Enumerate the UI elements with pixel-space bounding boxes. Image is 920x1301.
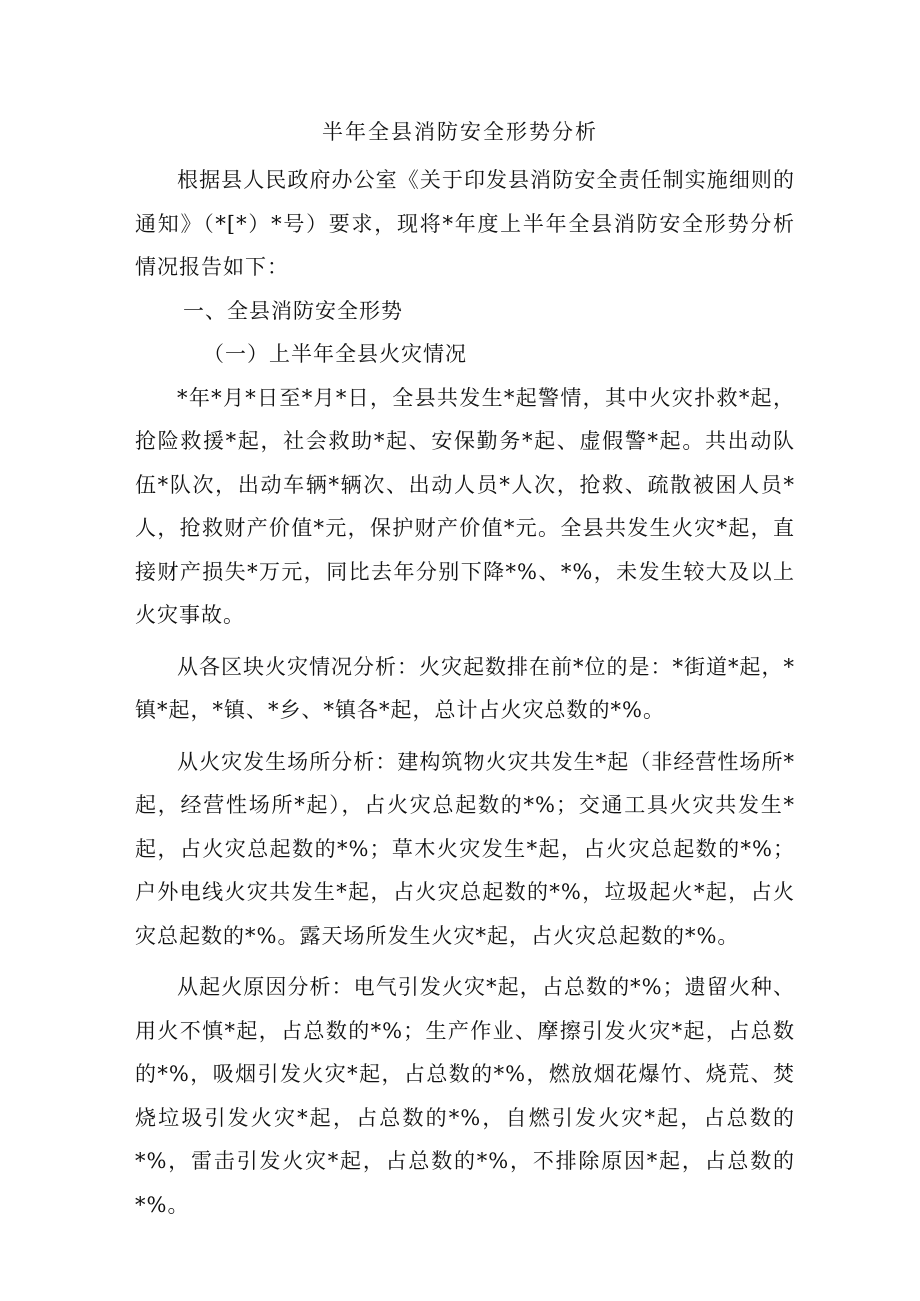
- subsection-heading: （一）上半年全县火灾情况: [203, 342, 467, 366]
- intro-paragraph: 根据县人民政府办公室《关于印发县消防安全责任制实施细则的通知》（*[*）*号）要求，现将*年度上半年全县消防安全形势分析情况报告如下：: [135, 168, 795, 279]
- cause-analysis-paragraph: 从起火原因分析：电气引发火灾*起，占总数的*%；遗留火种、用火不慎*起，占总数的*%；生产作业、摩擦引发火灾*起，占总数的*%，吸烟引发火灾*起，占总数的*%，燃放烟花爆竹、烧荒、焚烧垃圾引发火灾*起，占总数的*%，自燃引发火灾*起，占总数的*%，雷击引发火灾*起，占总数的*%，不排除原因*起，占总数的*%。: [135, 975, 795, 1217]
- place-analysis-paragraph: 从火灾发生场所分析：建构筑物火灾共发生*起（非经营性场所*起，经营性场所*起），占火灾总起数的*%；交通工具火灾共发生*起，占火灾总起数的*%；草木火灾发生*起，占火灾总起数的*%；户外电线火灾共发生*起，占火灾总起数的*%，垃圾起火*起，占火灾总起数的*%。露天场所发生火灾*起，占火灾总起数的*%。: [135, 749, 795, 948]
- section-heading: 一、全县消防安全形势: [183, 298, 403, 323]
- area-analysis-paragraph: 从各区块火灾情况分析：火灾起数排在前*位的是：*街道*起，*镇*起，*镇、*乡、*镇各*起，总计占火灾总数的*%。: [135, 654, 795, 722]
- document-title: 半年全县消防安全形势分析: [322, 120, 598, 144]
- document-body: [135, 159, 795, 1227]
- overview-paragraph: *年*月*日至*月*日，全县共发生*起警情，其中火灾扑救*起，抢险救援*起，社会救助*起、安保勤务*起、虚假警*起。共出动队伍*队次，出动车辆*辆次、出动人员*人次，抢救、疏散被困人员*人，抢救财产价值*元，保护财产价值*元。全县共发生火灾*起，直接财产损失*万元，同比去年分别下降*%、*%，未发生较大及以上火灾事故。: [135, 385, 795, 627]
